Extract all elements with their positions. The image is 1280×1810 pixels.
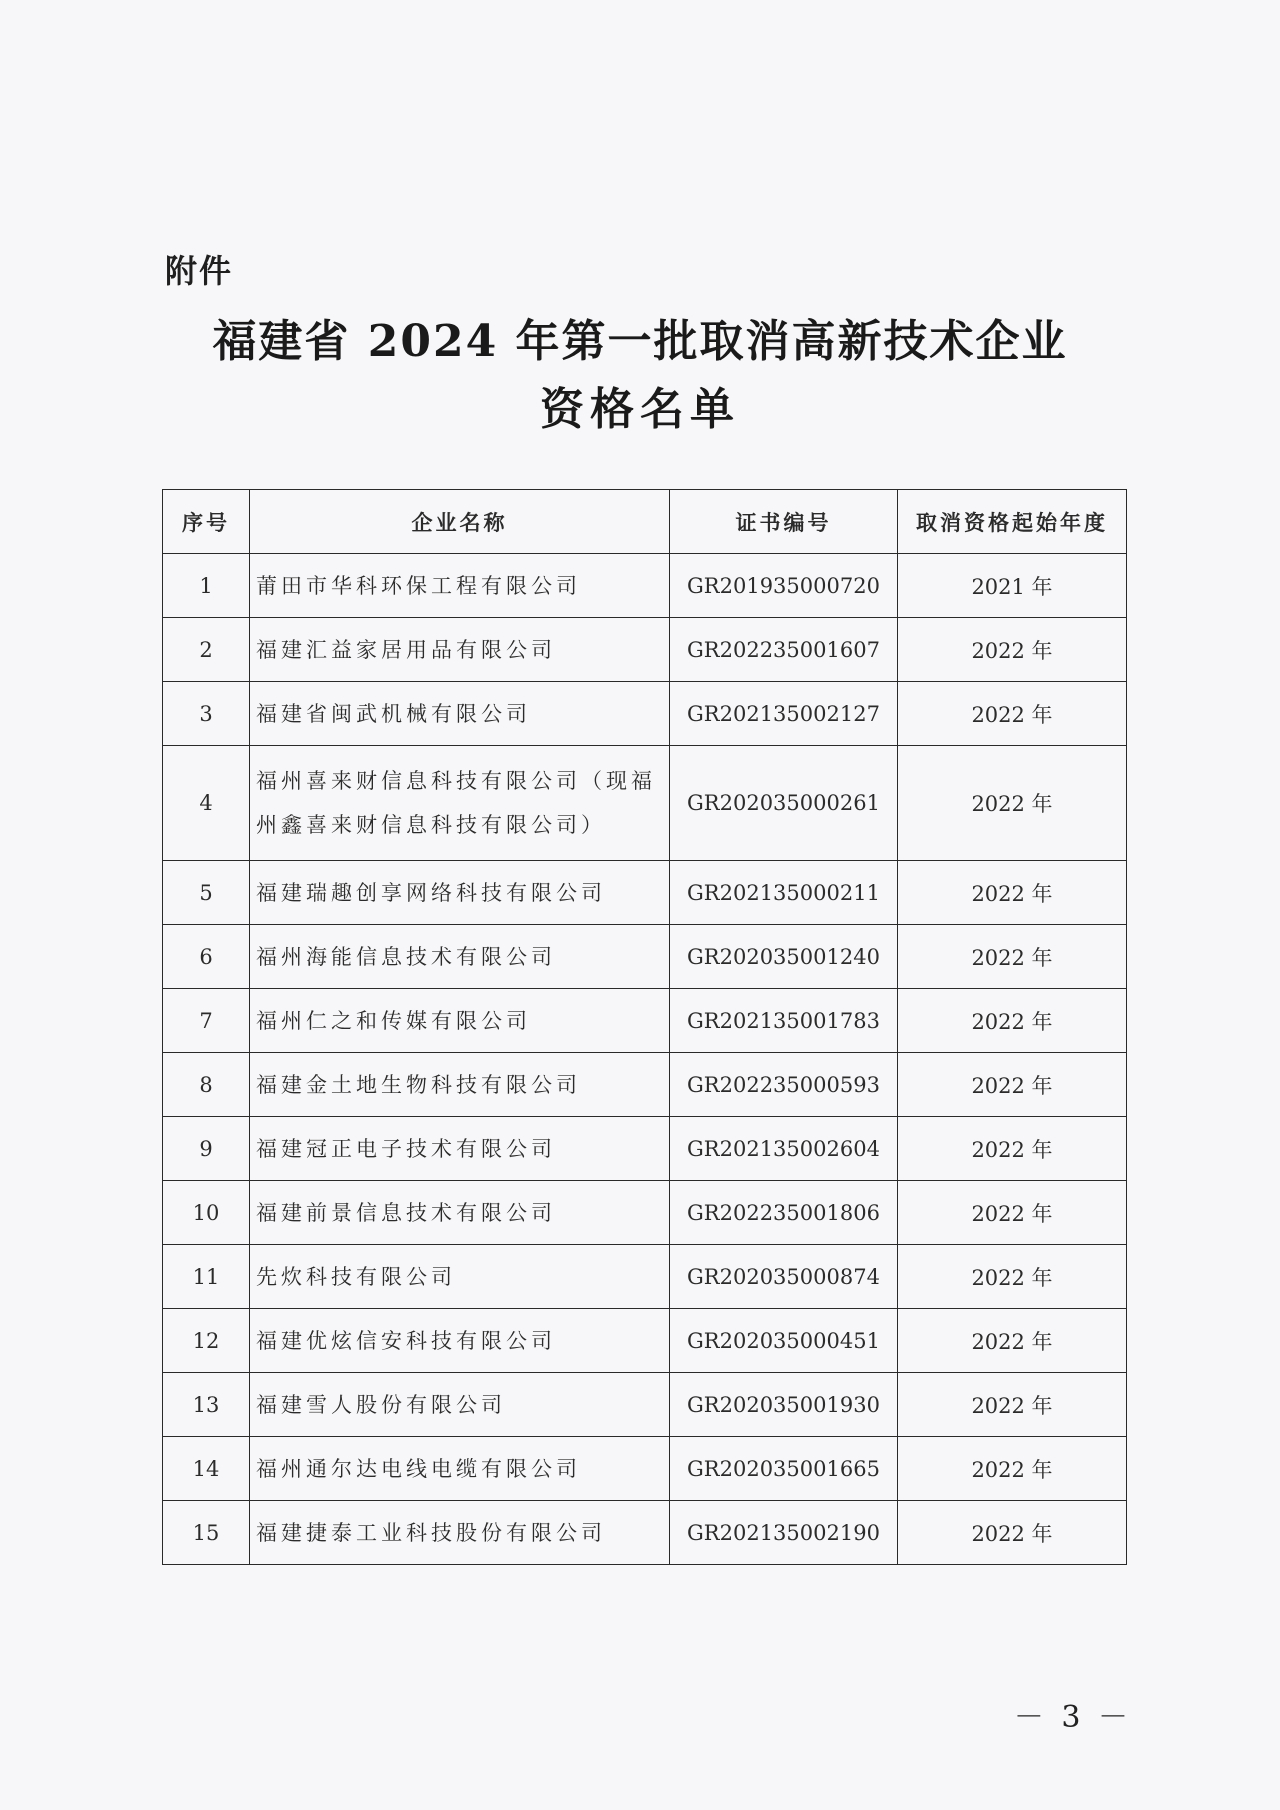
cell-company-name: 福建瑞趣创享网络科技有限公司 xyxy=(250,861,670,925)
cell-cert-number: GR202235000593 xyxy=(670,1053,898,1117)
table-row xyxy=(163,1373,1127,1437)
cell-company-name: 福建前景信息技术有限公司 xyxy=(250,1181,670,1245)
cell-year: 2021 年 xyxy=(898,554,1127,618)
cell-no: 5 xyxy=(163,861,250,925)
cell-no: 14 xyxy=(163,1437,250,1501)
cell-no: 13 xyxy=(163,1373,250,1437)
header-name: 企业名称 xyxy=(250,490,670,554)
cell-year: 2022 年 xyxy=(898,1245,1127,1309)
cell-year: 2022 年 xyxy=(898,861,1127,925)
cell-cert-number: GR202235001806 xyxy=(670,1181,898,1245)
cell-year: 2022 年 xyxy=(898,925,1127,989)
cell-cert-number: GR202135002190 xyxy=(670,1501,898,1565)
attachment-label: 附件 xyxy=(165,252,234,290)
cell-company-name: 福建雪人股份有限公司 xyxy=(250,1373,670,1437)
table-row xyxy=(163,1053,1127,1117)
table-row xyxy=(163,1181,1127,1245)
cell-company-name: 福州海能信息技术有限公司 xyxy=(250,925,670,989)
cell-company-name: 福州喜来财信息科技有限公司（现福州鑫喜来财信息科技有限公司） xyxy=(250,746,670,861)
table-header-row xyxy=(163,490,1127,554)
cell-no: 12 xyxy=(163,1309,250,1373)
cell-cert-number: GR202035000451 xyxy=(670,1309,898,1373)
cell-no: 1 xyxy=(163,554,250,618)
cell-no: 11 xyxy=(163,1245,250,1309)
table-row xyxy=(163,1309,1127,1373)
cell-year: 2022 年 xyxy=(898,1437,1127,1501)
cell-year: 2022 年 xyxy=(898,682,1127,746)
cell-no: 4 xyxy=(163,746,250,861)
cell-no: 3 xyxy=(163,682,250,746)
cell-year: 2022 年 xyxy=(898,1053,1127,1117)
table-row xyxy=(163,989,1127,1053)
cell-year: 2022 年 xyxy=(898,746,1127,861)
cell-cert-number: GR202235001607 xyxy=(670,618,898,682)
cell-no: 9 xyxy=(163,1117,250,1181)
cell-cert-number: GR201935000720 xyxy=(670,554,898,618)
cell-company-name: 福建优炫信安科技有限公司 xyxy=(250,1309,670,1373)
cell-year: 2022 年 xyxy=(898,1309,1127,1373)
cell-cert-number: GR202035001930 xyxy=(670,1373,898,1437)
document-title-line2: 资格名单 xyxy=(540,384,740,435)
cell-cert-number: GR202135002604 xyxy=(670,1117,898,1181)
cell-no: 6 xyxy=(163,925,250,989)
cell-year: 2022 年 xyxy=(898,1501,1127,1565)
cell-company-name: 福建冠正电子技术有限公司 xyxy=(250,1117,670,1181)
cell-year: 2022 年 xyxy=(898,618,1127,682)
table-row xyxy=(163,618,1127,682)
cell-cert-number: GR202035000874 xyxy=(670,1245,898,1309)
cell-cert-number: GR202035000261 xyxy=(670,746,898,861)
table-row xyxy=(163,682,1127,746)
cell-company-name: 福州仁之和传媒有限公司 xyxy=(250,989,670,1053)
table-row xyxy=(163,554,1127,618)
cell-no: 7 xyxy=(163,989,250,1053)
table-row xyxy=(163,1245,1127,1309)
table-row xyxy=(163,861,1127,925)
table-row xyxy=(163,1501,1127,1565)
cell-year: 2022 年 xyxy=(898,1181,1127,1245)
cell-company-name: 福州通尔达电线电缆有限公司 xyxy=(250,1437,670,1501)
cell-year: 2022 年 xyxy=(898,1117,1127,1181)
page-number: － 3 － xyxy=(1013,1700,1132,1735)
table-row xyxy=(163,925,1127,989)
header-year: 取消资格起始年度 xyxy=(898,490,1127,554)
cell-company-name: 福建捷泰工业科技股份有限公司 xyxy=(250,1501,670,1565)
table-row xyxy=(163,746,1127,861)
cell-cert-number: GR202135001783 xyxy=(670,989,898,1053)
cell-year: 2022 年 xyxy=(898,1373,1127,1437)
cell-cert-number: GR202135000211 xyxy=(670,861,898,925)
cell-company-name: 莆田市华科环保工程有限公司 xyxy=(250,554,670,618)
cell-cert-number: GR202135002127 xyxy=(670,682,898,746)
cell-company-name: 先炊科技有限公司 xyxy=(250,1245,670,1309)
cell-cert-number: GR202035001240 xyxy=(670,925,898,989)
cell-company-name: 福建省闽武机械有限公司 xyxy=(250,682,670,746)
table-row xyxy=(163,1117,1127,1181)
cell-no: 15 xyxy=(163,1501,250,1565)
table-row xyxy=(163,1437,1127,1501)
document-title-line1: 福建省 2024 年第一批取消高新技术企业 xyxy=(212,316,1068,367)
revocation-table xyxy=(162,489,1127,1565)
cell-company-name: 福建金土地生物科技有限公司 xyxy=(250,1053,670,1117)
cell-no: 2 xyxy=(163,618,250,682)
header-cert: 证书编号 xyxy=(670,490,898,554)
cell-year: 2022 年 xyxy=(898,989,1127,1053)
cell-no: 8 xyxy=(163,1053,250,1117)
cell-company-name: 福建汇益家居用品有限公司 xyxy=(250,618,670,682)
cell-no: 10 xyxy=(163,1181,250,1245)
cell-cert-number: GR202035001665 xyxy=(670,1437,898,1501)
header-no: 序号 xyxy=(163,490,250,554)
